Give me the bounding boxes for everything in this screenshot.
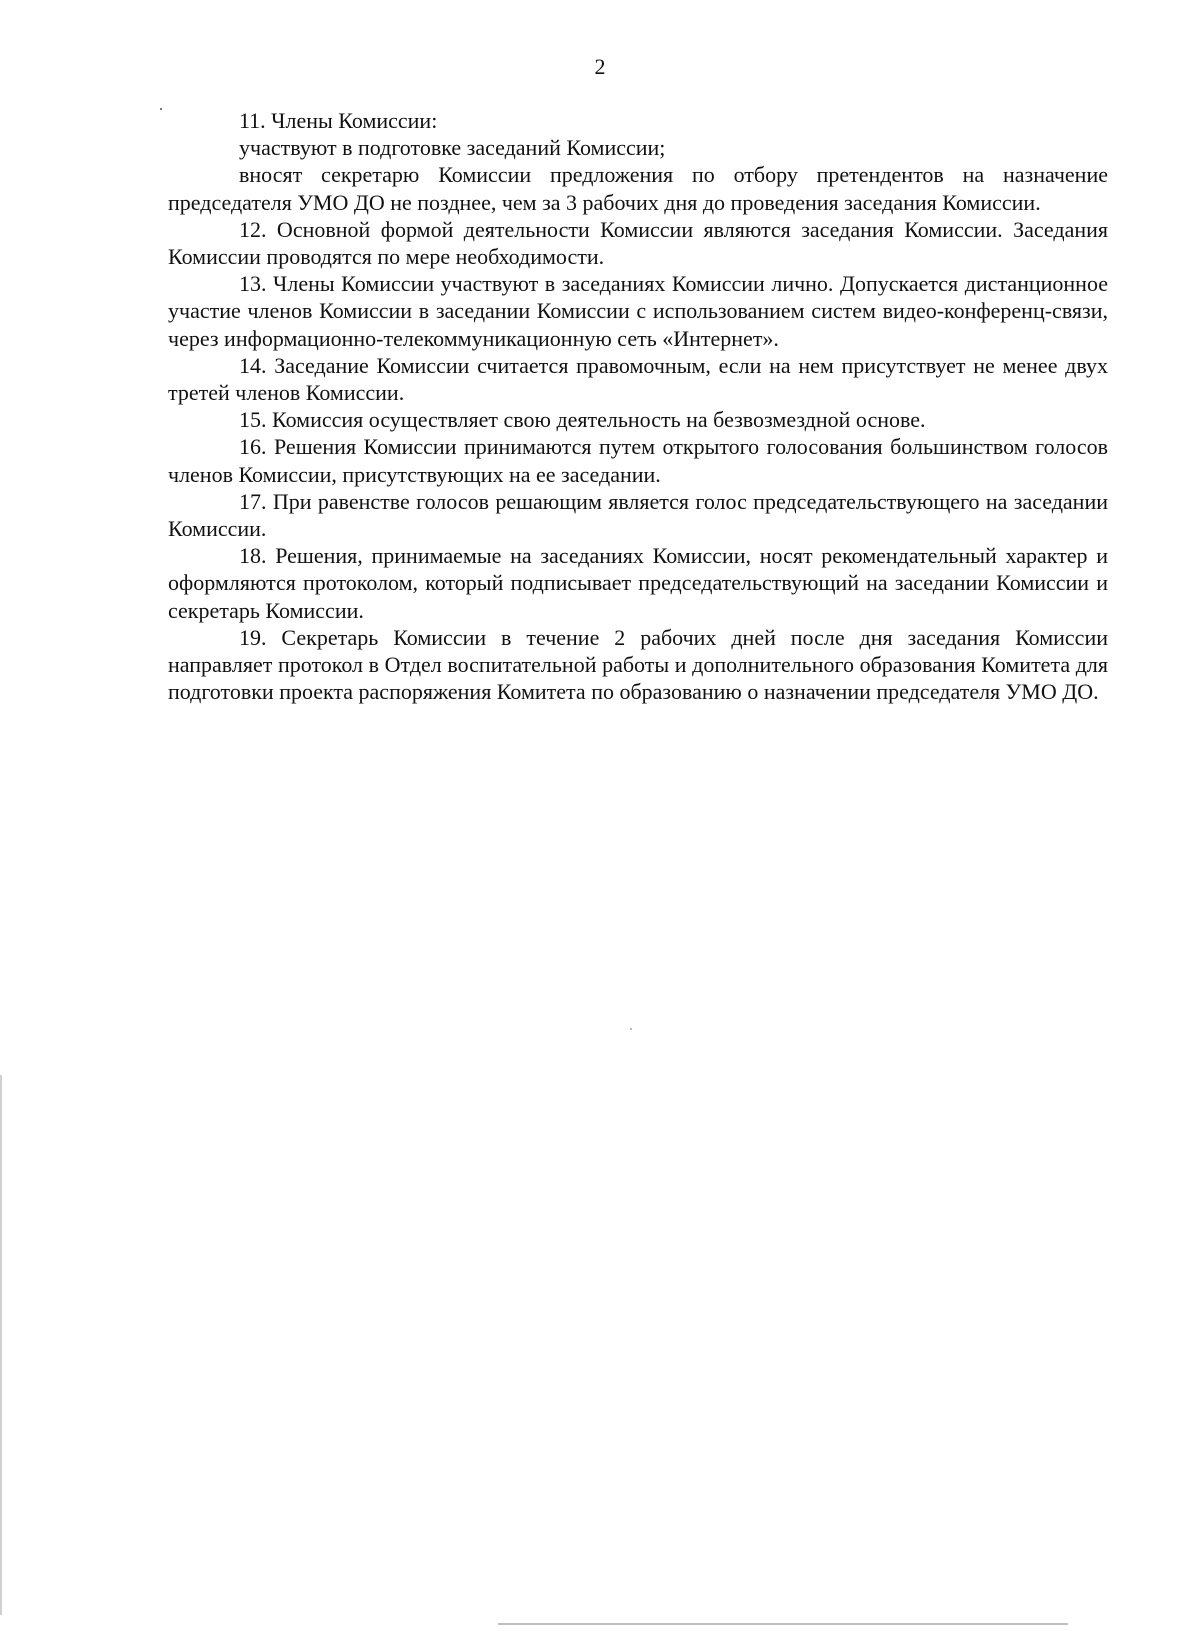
scan-bottom-mark — [498, 1623, 1068, 1625]
scan-speck — [630, 1028, 632, 1030]
paragraph-16: 16. Решения Комиссии принимаются путем открытого голосования большинством голосов членов Комиссии, присутствующих на ее заседании. — [168, 434, 1108, 487]
paragraph-18: 18. Решения, принимаемые на заседаниях Комиссии, носят рекомендательный характер и оформляются протоколом, который подписывает председательствующий на заседании Комиссии и секретарь Комиссии. — [168, 543, 1108, 623]
document-body — [168, 107, 1108, 705]
paragraph-17: 17. При равенстве голосов решающим является голос председательствующего на заседании Комиссии. — [168, 488, 1108, 542]
scan-edge-mark — [0, 1075, 2, 1615]
scan-speck — [160, 108, 162, 110]
paragraph-13: 13. Члены Комиссии участвуют в заседаниях Комиссии лично. Допускается дистанционное участие членов Комиссии в заседании Комиссии с использованием систем видео-конференц-связи, через информационно-телекоммуникационную сеть «Интернет». — [168, 271, 1108, 351]
paragraph-15: 15. Комиссия осуществляет свою деятельность на безвозмездной основе. — [239, 407, 926, 433]
paragraph-11-item-2: вносят секретарю Комиссии предложения по отбору претендентов на назначение председателя УМО ДО не позднее, чем за 3 рабочих дня до проведения заседания Комиссии. — [168, 162, 1108, 215]
paragraph-11: 11. Члены Комиссии: — [239, 108, 438, 133]
paragraph-11-item-1: участвуют в подготовке заседаний Комиссии; — [239, 135, 666, 161]
paragraph-12: 12. Основной формой деятельности Комиссии являются заседания Комиссии. Заседания Комиссии проводятся по мере необходимости. — [168, 216, 1108, 270]
page-number: 2 — [594, 54, 606, 79]
paragraph-19: 19. Секретарь Комиссии в течение 2 рабочих дней после дня заседания Комиссии направляет протокол в Отдел воспитательной работы и дополнительного образования Комитета для подготовки проекта распоряжения Комитета по образованию о назначении председателя УМО ДО. — [168, 624, 1108, 705]
paragraph-14: 14. Заседание Комиссии считается правомочным, если на нем присутствует не менее двух третей членов Комиссии. — [168, 352, 1108, 406]
